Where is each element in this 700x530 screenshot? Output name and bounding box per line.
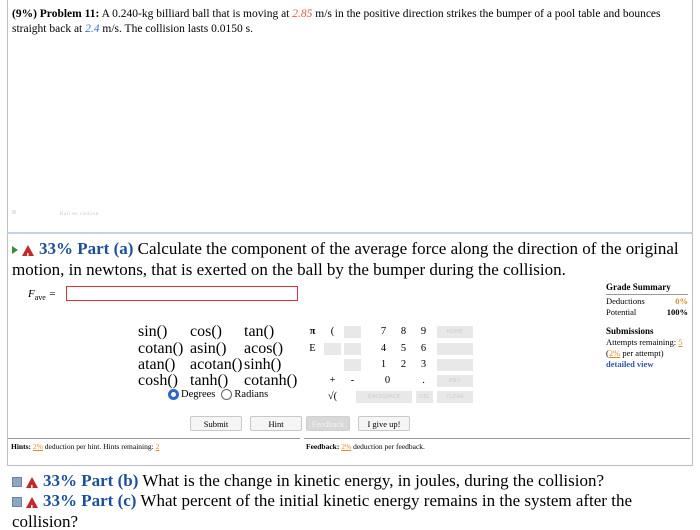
warning-icon: [22, 245, 34, 256]
feedback-deduction-pct: 2%: [341, 442, 352, 451]
key-power[interactable]: [324, 343, 341, 355]
figure-caption: Ball on cushion: [60, 212, 99, 217]
problem-statement: [12, 7, 692, 37]
per-attempt-pct: 2%: [608, 348, 621, 358]
key-cos[interactable]: cos(): [190, 323, 222, 340]
part-c-heading[interactable]: [12, 490, 692, 530]
key-del[interactable]: DEL: [416, 391, 433, 403]
key-acotan[interactable]: acotan(): [190, 356, 243, 373]
key-backspace[interactable]: BACKSPACE: [356, 391, 412, 403]
part-b-heading[interactable]: [12, 470, 692, 491]
key-sin[interactable]: sin(): [138, 323, 168, 340]
problem-text-1: A 0.240-kg billiard ball that is moving at: [101, 8, 290, 20]
final-speed-value: 2.4: [85, 23, 100, 35]
submissions-panel: Submissions Attempts remaining: 5 (2% per attempt) detailed view: [606, 326, 688, 370]
problem-text-2: m/s in the positive direction strikes the bumper of a pool table and bounces straight back at: [12, 8, 661, 35]
key-0[interactable]: 0: [384, 375, 391, 386]
hint-button[interactable]: Hint: [250, 416, 302, 431]
key-3[interactable]: 3: [420, 359, 427, 370]
part-c-percent: 33% Part (c): [43, 491, 137, 510]
per-attempt-text: per attempt): [622, 348, 664, 358]
key-plus[interactable]: +: [329, 375, 336, 386]
initial-speed-value: 2.85: [292, 8, 313, 20]
feedback-text: deduction per feedback.: [353, 442, 425, 451]
grade-summary-title: Grade Summary: [606, 282, 688, 295]
key-multiply[interactable]: [344, 359, 361, 371]
key-atan[interactable]: atan(): [138, 356, 176, 373]
key-8[interactable]: 8: [400, 326, 407, 337]
feedback-label: Feedback:: [306, 442, 340, 451]
potential-value: 100%: [666, 307, 688, 317]
detailed-view-link[interactable]: detailed view: [606, 359, 654, 369]
key-home[interactable]: HOME: [437, 326, 473, 338]
potential-label: Potential: [606, 307, 637, 317]
expand-arrow-icon[interactable]: [12, 246, 18, 254]
key-end[interactable]: END: [437, 375, 473, 387]
key-2[interactable]: 2: [400, 359, 407, 370]
part-a-question: Calculate the component of the average force along the direction of the original motion, in newtons, that is exerted on the ball by the bumper during the collision.: [12, 239, 679, 279]
feedback-button[interactable]: Feedback: [306, 416, 350, 431]
attempts-remaining: 5: [678, 337, 683, 347]
key-5[interactable]: 5: [400, 343, 407, 354]
key-9[interactable]: 9: [420, 326, 427, 337]
key-left-arrow[interactable]: [437, 343, 473, 355]
hints-bar: [8, 438, 300, 455]
answer-label: $F_{ave}$ =: [28, 288, 57, 303]
hints-remaining: 2: [155, 442, 160, 451]
key-right-arrow[interactable]: [437, 359, 473, 371]
give-up-button[interactable]: I give up!: [358, 416, 410, 431]
degrees-label: Degrees: [181, 389, 216, 400]
angle-mode-group: [168, 389, 274, 400]
key-acos[interactable]: acos(): [244, 340, 284, 357]
key-tan[interactable]: tan(): [244, 323, 275, 340]
key-e[interactable]: E: [309, 343, 316, 354]
warning-icon: [26, 477, 38, 488]
part-c-question: What percent of the initial kinetic energy remains in the system after the collision?: [12, 491, 632, 530]
key-7[interactable]: 7: [380, 326, 387, 337]
grade-summary: [606, 282, 688, 318]
key-6[interactable]: 6: [420, 343, 427, 354]
feedback-bar: [304, 438, 690, 455]
radians-radio[interactable]: [221, 389, 232, 400]
attempts-label: Attempts remaining:: [606, 337, 677, 347]
key-minus[interactable]: -: [350, 375, 355, 386]
part-b-percent: 33% Part (b): [43, 471, 139, 490]
key-open-paren[interactable]: (: [330, 326, 335, 337]
key-tanh[interactable]: tanh(): [190, 372, 229, 389]
key-pi[interactable]: π: [309, 326, 316, 337]
key-cotan[interactable]: cotan(): [138, 340, 184, 357]
key-1[interactable]: 1: [380, 359, 387, 370]
key-asin[interactable]: asin(): [190, 340, 227, 357]
figure-marker: [12, 210, 16, 214]
problem-header: (9%) Problem 11:: [12, 8, 100, 20]
hints-label: Hints:: [11, 442, 32, 451]
key-close-paren[interactable]: [344, 326, 361, 338]
answer-input[interactable]: [66, 286, 298, 301]
radians-label: Radians: [234, 389, 269, 400]
deductions-label: Deductions: [606, 296, 645, 306]
key-clear[interactable]: CLEAR: [437, 391, 473, 403]
pencil-icon: [12, 497, 22, 507]
key-dot[interactable]: .: [422, 375, 425, 386]
pencil-icon: [12, 477, 22, 487]
part-a-heading: [12, 238, 692, 280]
submissions-title: Submissions: [606, 326, 654, 336]
key-cosh[interactable]: cosh(): [138, 372, 178, 389]
warning-icon: [26, 497, 38, 508]
submit-button[interactable]: Submit: [190, 416, 242, 431]
part-a-percent: 33% Part (a): [39, 239, 134, 258]
degrees-radio[interactable]: [168, 389, 179, 400]
hints-text: deduction per hint. Hints remaining:: [44, 442, 154, 451]
problem-text-3: m/s. The collision lasts 0.0150 s.: [102, 23, 253, 35]
deductions-value: 0%: [675, 296, 688, 306]
key-cotanh[interactable]: cotanh(): [244, 372, 298, 389]
key-sqrt[interactable]: √(: [327, 391, 338, 402]
part-b-question: What is the change in kinetic energy, in joules, during the collision?: [142, 471, 605, 490]
key-4[interactable]: 4: [380, 343, 387, 354]
key-caret[interactable]: [344, 343, 361, 355]
hint-deduction-pct: 2%: [32, 442, 43, 451]
key-sinh[interactable]: sinh(): [244, 356, 282, 373]
